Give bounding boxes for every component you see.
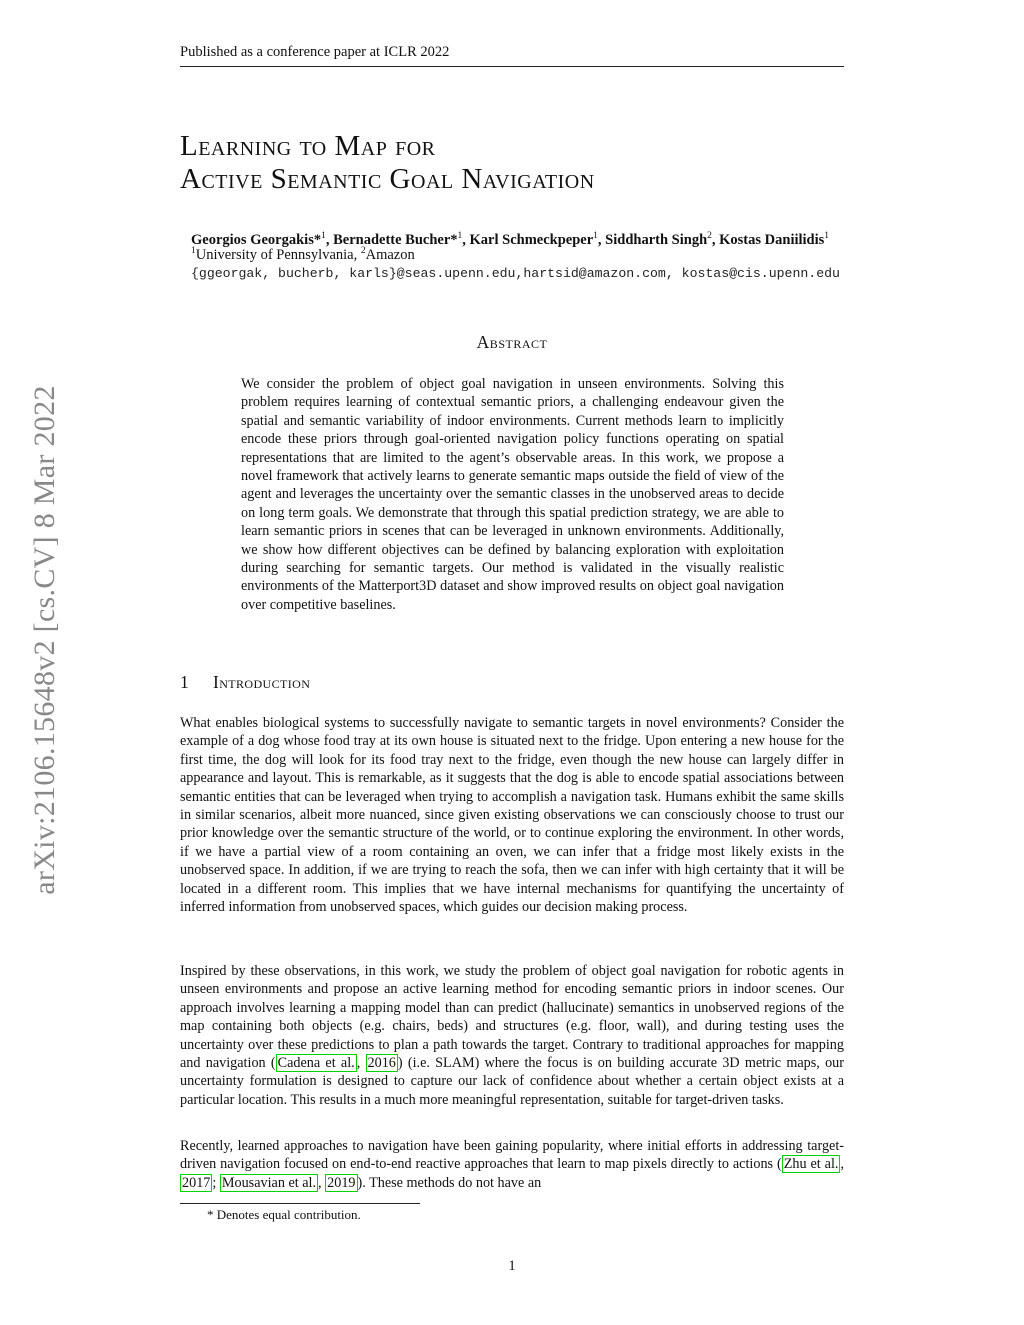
paper-title: [180, 130, 900, 196]
footnote: * Denotes equal contribution.: [207, 1207, 361, 1222]
affiliation-mark: 1: [191, 246, 196, 256]
author-affiliation-mark: 1: [593, 231, 598, 241]
paragraph-text: ) (i.e. SLAM) where the focus is on building accurate 3D metric maps, our uncertainty formulation is designed to capture our lack of confidence about whether a certain object exists at a particular location. This results in a much more meaningful representation, suitable for target-driven tasks.: [180, 1055, 844, 1108]
affiliation-mark: 2: [360, 246, 366, 256]
citation-link[interactable]: Cadena et al.: [277, 1055, 355, 1072]
title-line-1: Learning to Map for: [180, 130, 436, 162]
author-affiliation-mark: 1: [321, 231, 326, 241]
author-affiliation-mark: 2: [707, 231, 712, 241]
author: Bernadette Bucher*: [333, 231, 458, 248]
author-affiliation-mark: 1: [457, 231, 463, 241]
affiliation: Amazon: [365, 246, 415, 263]
citation-link[interactable]: 2019: [327, 1174, 356, 1191]
citation-link[interactable]: Zhu et al.: [783, 1156, 839, 1173]
title-line-2: Active Semantic Goal Navigation: [180, 163, 595, 195]
author-separator: ,: [462, 231, 470, 248]
section-heading-introduction: [180, 672, 310, 693]
paragraph: Recently, learned approaches to navigation have been gaining popularity, where initial efforts in addressing target-driven navigation focused on end-to-end reactive approaches that learn to map pixels directly to actions ( Zhu et al. , 2017 ; Mousavian et al. , 2019 ). These methods do not have an: [180, 1138, 844, 1191]
affiliation: University of Pennsylvania,: [195, 246, 361, 263]
author-emails: {ggeorgak, bucherb, karls}@seas.upenn.edu,hartsid@amazon.com, kostas@cis.upenn.edu: [191, 266, 840, 281]
abstract-body: We consider the problem of object goal navigation in unseen environments. Solving this problem requires learning of contextual semantic priors, a challenging endeavour given the spatial and semantic variability of indoor environments. Current methods learn to implicitly encode these priors through goal-oriented navigation policy functions operating on spatial representations that are limited to the agent’s observable areas. In this work, we propose a novel framework that actively learns to generate semantic maps outside the field of view of the agent and leverages the uncertainty over the semantic classes in the unobserved areas to decide on long term goals. We demonstrate that through this spatial prediction strategy, we are able to learn semantic priors in scenes that can be leveraged in unknown environments. Additionally, we show how different objectives can be defined by balancing exploration with exploitation during searching for semantic targets. Our method is validated in the visually realistic environments of the Matterport3D dataset and show improved results on object goal navigation over competitive baselines.: [241, 376, 784, 613]
paragraph-text: ). These methods do not have an: [357, 1174, 542, 1191]
citation-link[interactable]: Mousavian et al.: [221, 1174, 317, 1191]
page-number: 1: [508, 1258, 516, 1274]
author-separator: ,: [325, 231, 334, 248]
author-affiliation-mark: 1: [824, 231, 830, 241]
running-header: Published as a conference paper at ICLR 2022: [180, 44, 844, 67]
citation-link[interactable]: 2017: [182, 1174, 211, 1191]
author-separator: ,: [711, 231, 720, 248]
paragraph: What enables biological systems to successfully navigate to semantic targets in novel environments? Consider the example of a dog whose food tray at its own house is situated next to the fridge. Upon entering a new house for the first time, the dog will look for its food tray next to the fridge, even though the new house can largely differ in appearance and layout. This is remarkable, as it suggests that the dog is able to encode spatial associations between semantic entities that can be leveraged when trying to accomplish a navigation task. Humans exhibit the same skills in similar scenarios, albeit more nuanced, since given existing observations we can consciously choose to trust our prior knowledge over the semantic structure of the world, or to continue exploring the environment. In other words, if we have a partial view of a room containing an oven, we can infer that a fridge most likely exists in the unobserved space. In addition, if we are trying to reach the sofa, then we can infer with high certainty that it will be located in a different room. This implies that we have internal mechanisms for quantifying the uncertainty of inferred information from unobserved spaces, which guides our decision making process.: [180, 715, 844, 916]
citation-link[interactable]: 2016: [367, 1055, 396, 1072]
section-number: 1: [180, 672, 190, 692]
abstract-heading: Abstract: [476, 332, 548, 352]
author: Georgios Georgakis*: [191, 231, 322, 248]
section-title: Introduction: [213, 672, 311, 692]
author: Kostas Daniilidis: [719, 231, 825, 248]
paragraph-text: Recently, learned approaches to navigation have been gaining popularity, where initial efforts in addressing target-driven navigation focused on end-to-end reactive approaches that learn to map pixels directly to actions (: [180, 1138, 844, 1173]
paragraph-text: Inspired by these observations, in this work, we study the problem of object goal navigation for robotic agents in unseen environments and propose an active learning method for encoding semantic priors in indoor scenes. Our approach involves learning a mapping model than can predict (hallucinate) semantics in unobserved regions of the map containing both objects (e.g. chairs, beds) and structures (e.g. floor, wall), and during testing uses the uncertainty over these predictions to plan a path towards the target. Contrary to traditional approaches for mapping and navigation (: [180, 963, 844, 1072]
author-separator: ,: [597, 231, 606, 248]
author: Siddharth Singh: [605, 231, 708, 248]
paragraph: Inspired by these observations, in this work, we study the problem of object goal navigation for robotic agents in unseen environments and propose an active learning method for encoding semantic priors in indoor scenes. Our approach involves learning a mapping model than can predict (hallucinate) semantics in unobserved regions of the map containing both objects (e.g. chairs, beds) and structures (e.g. floor, wall), and during testing uses the uncertainty over these predictions to plan a path towards the target. Contrary to traditional approaches for mapping and navigation ( Cadena et al. , 2016 ) (i.e. SLAM) where the focus is on building accurate 3D metric maps, our uncertainty formulation is designed to capture our lack of confidence about whether a certain object exists at a particular location. This results in a much more meaningful representation, suitable for target-driven tasks.: [180, 963, 844, 1108]
footnote-divider: [180, 1203, 420, 1204]
citation-separator: ;: [212, 1174, 220, 1191]
arxiv-stamp: arXiv:2106.15648v2 [cs.CV] 8 Mar 2022: [28, 385, 61, 895]
affiliations: [191, 246, 415, 264]
author: Karl Schmeckpeper: [469, 231, 594, 248]
